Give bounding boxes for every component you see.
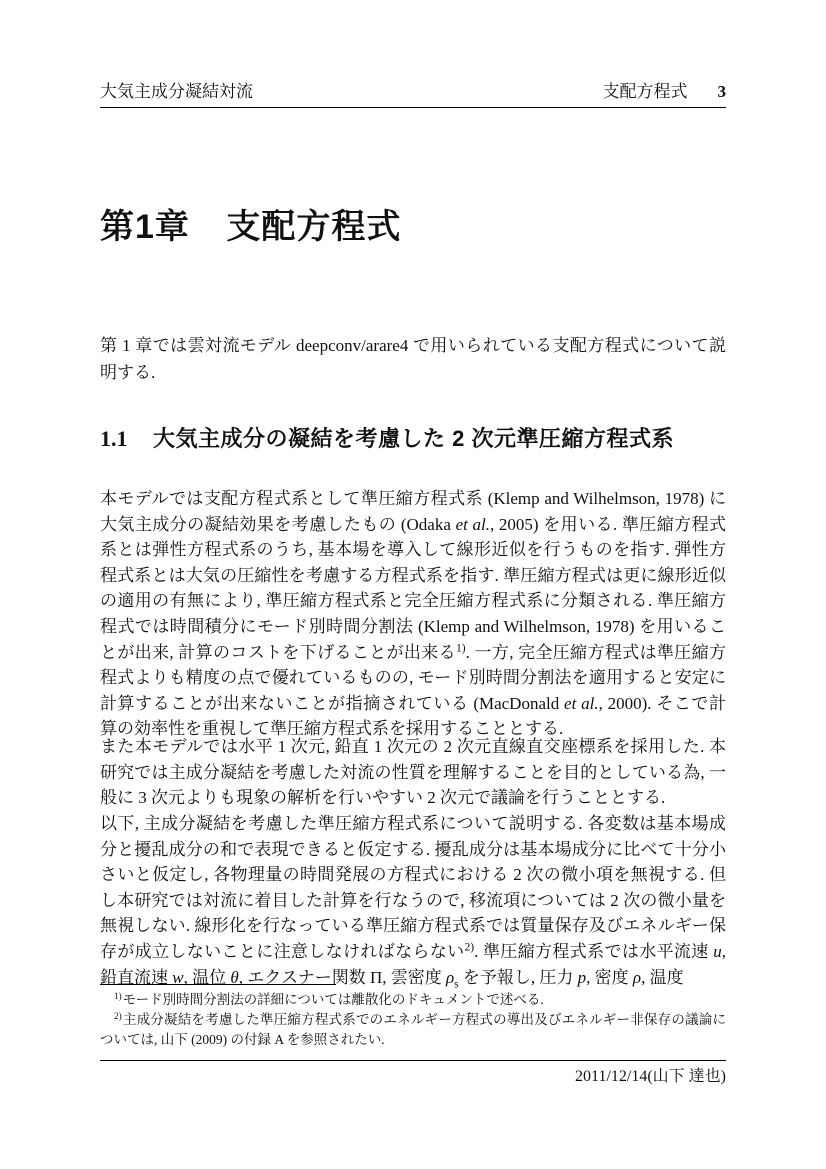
header-right-group (603, 82, 727, 102)
section-title: 大気主成分の凝結を考慮した 2 次元準圧縮方程式系 (153, 426, 674, 451)
footnote-1: $^{1)}$モード別時間分割法の詳細については離散化のドキュメントで述べる. (114, 990, 544, 1007)
chapter-title: 支配方程式 (226, 208, 402, 246)
footnotes-block (100, 990, 726, 1050)
running-header (100, 82, 726, 108)
section-heading (100, 424, 726, 454)
body-paragraph-1: 本モデルでは支配方程式系として準圧縮方程式系 (Klemp and Wilhelmson, 1978) に大気主成分の凝結効果を考慮したもの (Odaka et al., 2005) を用いる. 準圧縮方程式系とは弾性方程式系のうち, 基本場を導入して線形近似を行うものを指す. 弾性方程式系とは大気の圧縮性を考慮する方程式系を指す. 準圧縮方程式は更に線形近似の適用の有無により, 準圧縮方程式系と完全圧縮方程式系に分類される. 準圧縮方程式では時間積分にモード別時間分割法 (Klemp and Wilhelmson, 1978) を用いることが出来, 計算のコストを下げることが出来る$^{1)}$. 一方, 完全圧縮方程式は準圧縮方程式よりも精度の点で優れているものの, モード別時間分割法を適用すると安定に計算することが出来ないことが指摘されている (MacDonald et al., 2000). そこで計算の効率性を重視して準圧縮方程式系を採用することとする. (100, 489, 727, 739)
page-footer (100, 1066, 726, 1088)
chapter-number: 第1章 (100, 208, 190, 246)
section-number: 1.1 (100, 426, 128, 451)
header-section-title: 支配方程式 (602, 82, 688, 101)
intro-paragraph: 第 1 章では雲対流モデル deepconv/arare4 で用いられている支配方程式について説明する. (100, 336, 726, 382)
footer-date-author: 2011/12/14(山下 達也) (575, 1068, 726, 1085)
footnote-separator-rule (100, 984, 336, 985)
page-number: 3 (717, 82, 726, 101)
footnote-2: $^{2)}$主成分凝結を考慮した準圧縮方程式系でのエネルギー方程式の導出及びエネルギー非保存の議論については, 山下 (2009) の付録 A を参照されたい. (100, 1010, 726, 1047)
chapter-heading (100, 203, 726, 251)
body-paragraph-3: 以下, 主成分凝結を考慮した準圧縮方程式系について説明する. 各変数は基本場成分と擾乱成分の和で表現できると仮定する. 擾乱成分は基本場成分に比べて十分小さいと仮定し, 各物理量の時間発展の方程式における 2 次の微小項を無視する. 但し本研究では対流に着目した計算を行なうので, 移流項については 2 次の微小量を無視しない. 線形化を行なっている準圧縮方程式系では質量保存及びエネルギー保存が成立しないことに注意しなければならない$^{2)}$. 準圧縮方程式系では水平流速 u, 鉛直流速 w, 温位 θ, エクスナー関数 Π, 雲密度 $\rho_s$ を予報し, 圧力 p, 密度 ρ, 温度 (100, 814, 727, 990)
header-left-title: 大気主成分凝結対流 (100, 82, 253, 101)
footer-rule (100, 1060, 726, 1061)
body-paragraph-2: また本モデルでは水平 1 次元, 鉛直 1 次元の 2 次元直線直交座標系を採用した. 本研究では主成分凝結を考慮した対流の性質を理解することを目的としている為, 一般に 3 次元よりも現象の解析を行いやすい 2 次元で議論を行うこととする. (100, 737, 726, 808)
